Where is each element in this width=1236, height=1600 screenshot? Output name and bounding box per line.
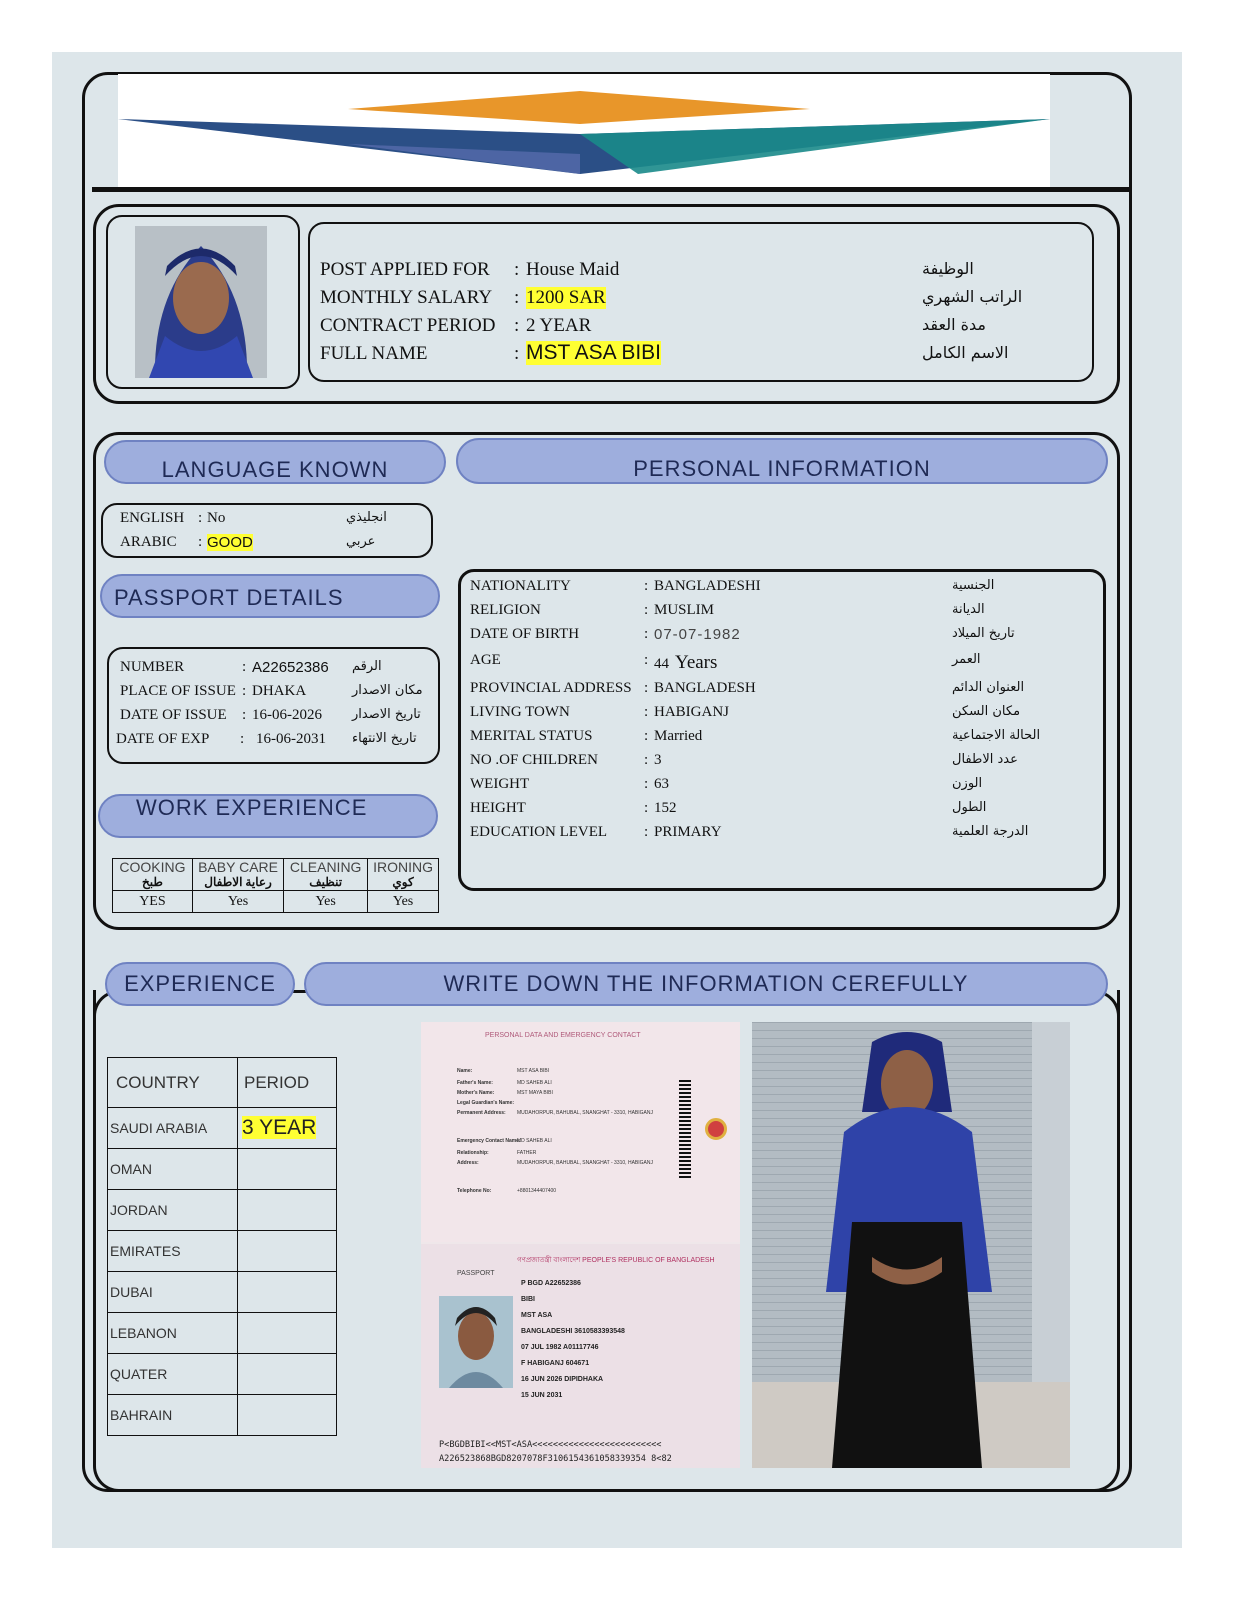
emblem-icon [705, 1118, 727, 1140]
passport-colon: : [242, 659, 247, 675]
passport-bio-line: P BGD A22652386 [521, 1280, 581, 1287]
experience-row [108, 1395, 337, 1436]
personal-label-arabic: عدد الاطفال [952, 752, 1018, 767]
personal-value-text: BANGLADESHI [654, 578, 761, 594]
work-table [112, 858, 439, 913]
passport-mrz-2: A226523868BGD8207078F3106154361058339354 8<82 [439, 1454, 672, 1464]
passport-header [100, 574, 440, 618]
experience-header-row [108, 1058, 337, 1108]
passport-scan [421, 1022, 740, 1468]
passport-colon: : [240, 731, 245, 747]
experience-country: JORDAN [108, 1190, 238, 1231]
passport-bio-line: BIBI [521, 1296, 535, 1303]
full-body-photo [752, 1022, 1070, 1468]
passport-label-arabic: تاريخ الانتهاء [352, 731, 417, 746]
passport-bio-photo [439, 1296, 513, 1388]
personal-value-text: 44 [654, 656, 669, 672]
personal-label-arabic: الطول [952, 800, 987, 815]
personal-value [654, 728, 702, 745]
personal-value-text: BANGLADESH [654, 680, 756, 696]
passport-value: A22652386 [252, 659, 329, 676]
job-value: House Maid [526, 259, 620, 280]
experience-country: OMAN [108, 1149, 238, 1190]
experience-col-period: PERIOD [238, 1058, 337, 1108]
personal-value [654, 776, 669, 793]
header-banner [118, 74, 1050, 190]
job-label-arabic: مدة العقد [922, 315, 986, 334]
passport-bio-page [421, 1244, 740, 1468]
work-label-ar: كوي [392, 875, 414, 889]
passport-data-title: PERSONAL DATA AND EMERGENCY CONTACT [485, 1032, 641, 1039]
personal-label: NATIONALITY [470, 578, 571, 594]
scan-field-value: FATHER [517, 1150, 537, 1156]
personal-value-text: 152 [654, 800, 677, 816]
personal-label-arabic: الحالة الاجتماعية [952, 728, 1041, 743]
personal-value [654, 752, 662, 769]
personal-value [654, 602, 714, 619]
experience-country: BAHRAIN [108, 1395, 238, 1436]
passport-value: 16-06-2026 [252, 707, 322, 723]
personal-colon: : [644, 626, 649, 642]
personal-value [654, 652, 717, 674]
job-colon: : [514, 343, 520, 364]
language-label: ARABIC [120, 534, 177, 550]
header-divider [92, 187, 1130, 192]
instruction-title: WRITE DOWN THE INFORMATION CEREFULLY [443, 971, 969, 996]
personal-label-arabic: العنوان الدائم [952, 680, 1025, 695]
personal-colon: : [644, 752, 649, 768]
job-label-arabic: الراتب الشهري [922, 287, 1023, 306]
personal-colon: : [644, 800, 649, 816]
personal-label-arabic: الجنسية [952, 578, 995, 593]
work-title: WORK EXPERIENCE [136, 795, 368, 820]
scan-field-label: Name: [457, 1068, 473, 1074]
personal-label: LIVING TOWN [470, 704, 570, 720]
personal-label: RELIGION [470, 602, 541, 618]
work-col-babycare [192, 859, 283, 891]
work-col-cooking [113, 859, 193, 891]
job-label: CONTRACT PERIOD [320, 315, 496, 336]
passport-title: PASSPORT DETAILS [114, 585, 344, 610]
personal-label: MERITAL STATUS [470, 728, 593, 744]
work-label-en: CLEANING [289, 859, 362, 875]
work-label-ar: تنظيف [309, 875, 343, 889]
experience-period-value: 3 YEAR [242, 1116, 317, 1139]
scan-field-label: Emergency Contact Name: [457, 1138, 521, 1144]
work-value-ironing: Yes [368, 891, 439, 913]
work-label-ar: رعاية الاطفال [204, 875, 272, 889]
job-value: 1200 SAR [526, 287, 606, 308]
personal-value [654, 800, 677, 817]
experience-row [108, 1149, 337, 1190]
personal-value-text: PRIMARY [654, 824, 722, 840]
personal-value [654, 680, 756, 697]
personal-label-arabic: الوزن [952, 776, 983, 791]
passport-photo-graphic [439, 1296, 513, 1388]
passport-bio-line: 07 JUL 1982 A01117746 [521, 1344, 599, 1351]
experience-row [108, 1231, 337, 1272]
language-label-arabic: انجليذي [346, 510, 387, 525]
personal-colon: : [644, 728, 649, 744]
experience-row [108, 1354, 337, 1395]
personal-title: PERSONAL INFORMATION [633, 456, 931, 481]
passport-label: NUMBER [120, 659, 185, 675]
scan-field-label: Legal Guardian's Name: [457, 1100, 515, 1106]
language-value: GOOD [207, 534, 253, 551]
personal-label: DATE OF BIRTH [470, 626, 580, 642]
job-value: MST ASA BIBI [526, 341, 662, 364]
personal-value-text: 63 [654, 776, 669, 792]
personal-value [654, 824, 722, 841]
passport-colon: : [242, 683, 247, 699]
personal-value [654, 578, 761, 595]
experience-row [108, 1272, 337, 1313]
personal-value-suffix: Years [675, 652, 718, 673]
personal-value-text: MUSLIM [654, 602, 715, 618]
experience-row [108, 1108, 337, 1149]
scan-field-value: MD SAHEB ALI [517, 1138, 552, 1144]
passport-bio-line: F HABIGANJ 604671 [521, 1360, 590, 1367]
experience-row [108, 1313, 337, 1354]
work-value-row [113, 891, 439, 913]
experience-country: EMIRATES [108, 1231, 238, 1272]
experience-period [238, 1395, 337, 1436]
personal-value-text: 3 [654, 752, 662, 768]
passport-label: DATE OF EXP [116, 731, 210, 747]
passport-label-arabic: مكان الاصدار [352, 683, 423, 698]
job-label-arabic: الاسم الكامل [922, 343, 1009, 362]
scan-field-label: Relationship: [457, 1150, 489, 1156]
passport-bio-line: MST ASA [521, 1312, 553, 1319]
passport-mrz-1: P<BGDBIBI<<MST<ASA<<<<<<<<<<<<<<<<<<<<<<<<< [439, 1440, 662, 1450]
personal-colon: : [644, 704, 649, 720]
personal-label-arabic: تاريخ الميلاد [952, 626, 1015, 641]
passport-label: DATE OF ISSUE [120, 707, 227, 723]
experience-period [238, 1272, 337, 1313]
job-label: FULL NAME [320, 343, 428, 364]
work-header [98, 794, 438, 838]
personal-value [654, 626, 741, 643]
personal-header [456, 438, 1108, 484]
profile-photo [135, 226, 267, 378]
job-colon: : [514, 315, 520, 336]
scan-field-value: +8801344407400 [517, 1188, 557, 1194]
personal-label-arabic: الديانة [952, 602, 985, 617]
experience-period [238, 1149, 337, 1190]
experience-period [238, 1354, 337, 1395]
language-colon: : [198, 510, 203, 526]
personal-label-arabic: مكان السكن [952, 704, 1021, 719]
passport-data-page [421, 1022, 740, 1242]
barcode-icon [679, 1080, 691, 1180]
personal-label-arabic: الدرجة العلمية [952, 824, 1029, 839]
personal-label: EDUCATION LEVEL [470, 824, 608, 840]
work-label-ar: طبخ [141, 875, 163, 889]
job-label: POST APPLIED FOR [320, 259, 490, 280]
personal-value [654, 704, 729, 721]
job-label-arabic: الوظيفة [922, 259, 974, 278]
scan-field-label: Telephone No: [457, 1188, 492, 1194]
work-value-cleaning: Yes [284, 891, 368, 913]
passport-bio-line: 16 JUN 2026 DIPIDHAKA [521, 1376, 604, 1383]
experience-col-country: COUNTRY [108, 1058, 238, 1108]
work-col-ironing [368, 859, 439, 891]
work-label-en: BABY CARE [198, 859, 278, 875]
work-value-cooking: YES [113, 891, 193, 913]
job-value: 2 YEAR [526, 315, 592, 336]
work-value-babycare: Yes [192, 891, 283, 913]
scan-field-label: Address: [457, 1160, 479, 1166]
personal-colon: : [644, 680, 649, 696]
work-header-row [113, 859, 439, 891]
work-col-cleaning [284, 859, 368, 891]
personal-colon: : [644, 652, 649, 668]
scan-field-label: Permanent Address: [457, 1110, 506, 1116]
passport-bio-word: PASSPORT [457, 1270, 495, 1277]
work-label-en: COOKING [119, 859, 186, 875]
experience-period [238, 1231, 337, 1272]
profile-photo-graphic [135, 226, 267, 378]
language-title: LANGUAGE KNOWN [161, 457, 389, 482]
personal-value-text: Married [654, 728, 703, 744]
passport-label-arabic: تاريخ الاصدار [352, 707, 421, 722]
passport-colon: : [242, 707, 247, 723]
experience-period [238, 1108, 337, 1149]
experience-country: QUATER [108, 1354, 238, 1395]
experience-period [238, 1190, 337, 1231]
personal-label: PROVINCIAL ADDRESS [470, 680, 632, 696]
personal-label: AGE [470, 652, 501, 668]
banner-graphic [118, 74, 1050, 190]
job-colon: : [514, 259, 520, 280]
passport-value: 16-06-2031 [256, 731, 326, 747]
personal-label: NO .OF CHILDREN [470, 752, 598, 768]
passport-bio-line: BANGLADESHI 3610583393548 [521, 1328, 625, 1335]
personal-label: WEIGHT [470, 776, 530, 792]
experience-country: LEBANON [108, 1313, 238, 1354]
language-label-arabic: عربي [346, 534, 376, 549]
work-label-en: IRONING [373, 859, 433, 875]
experience-row [108, 1190, 337, 1231]
scan-field-value: MUDAHORPUR, BAHUBAL, SNANGHAT - 3310, HABIGANJ [517, 1110, 653, 1116]
experience-title: EXPERIENCE [124, 971, 276, 996]
full-body-photo-graphic [752, 1022, 1070, 1468]
passport-value: DHAKA [252, 683, 307, 699]
personal-colon: : [644, 602, 649, 618]
personal-value-text: HABIGANJ [654, 704, 729, 720]
scan-field-value: MD SAHEB ALI [517, 1080, 552, 1086]
personal-colon: : [644, 578, 649, 594]
passport-bio-header: গণপ্রজাতন্ত্রী বাংলাদেশ PEOPLE'S REPUBLIC OF BANGLADESH [517, 1257, 715, 1264]
language-label: ENGLISH [120, 510, 185, 526]
passport-bio-line: 15 JUN 2031 [521, 1392, 563, 1399]
personal-colon: : [644, 824, 649, 840]
experience-country: DUBAI [108, 1272, 238, 1313]
personal-value-text: 07-07-1982 [654, 626, 741, 643]
experience-country: SAUDI ARABIA [108, 1108, 238, 1149]
passport-label-arabic: الرقم [352, 659, 382, 674]
passport-label: PLACE OF ISSUE [120, 683, 236, 699]
language-value: No [207, 510, 226, 526]
scan-field-label: Father's Name: [457, 1080, 493, 1086]
scan-field-value: MUDAHORPUR, BAHUBAL, SNANGHAT - 3310, HABIGANJ [517, 1160, 653, 1166]
job-label: MONTHLY SALARY [320, 287, 493, 308]
personal-colon: : [644, 776, 649, 792]
language-colon: : [198, 534, 203, 550]
experience-period [238, 1313, 337, 1354]
personal-label-arabic: العمر [952, 652, 981, 667]
scan-field-value: MST ASA BIBI [517, 1068, 550, 1074]
scan-field-label: Mother's Name: [457, 1090, 495, 1096]
experience-table [107, 1057, 337, 1436]
language-header [104, 440, 446, 484]
job-colon: : [514, 287, 520, 308]
scan-field-value: MST MAYA BIBI [517, 1090, 553, 1096]
instruction-header [304, 962, 1108, 1006]
experience-header [105, 962, 295, 1006]
personal-label: HEIGHT [470, 800, 526, 816]
